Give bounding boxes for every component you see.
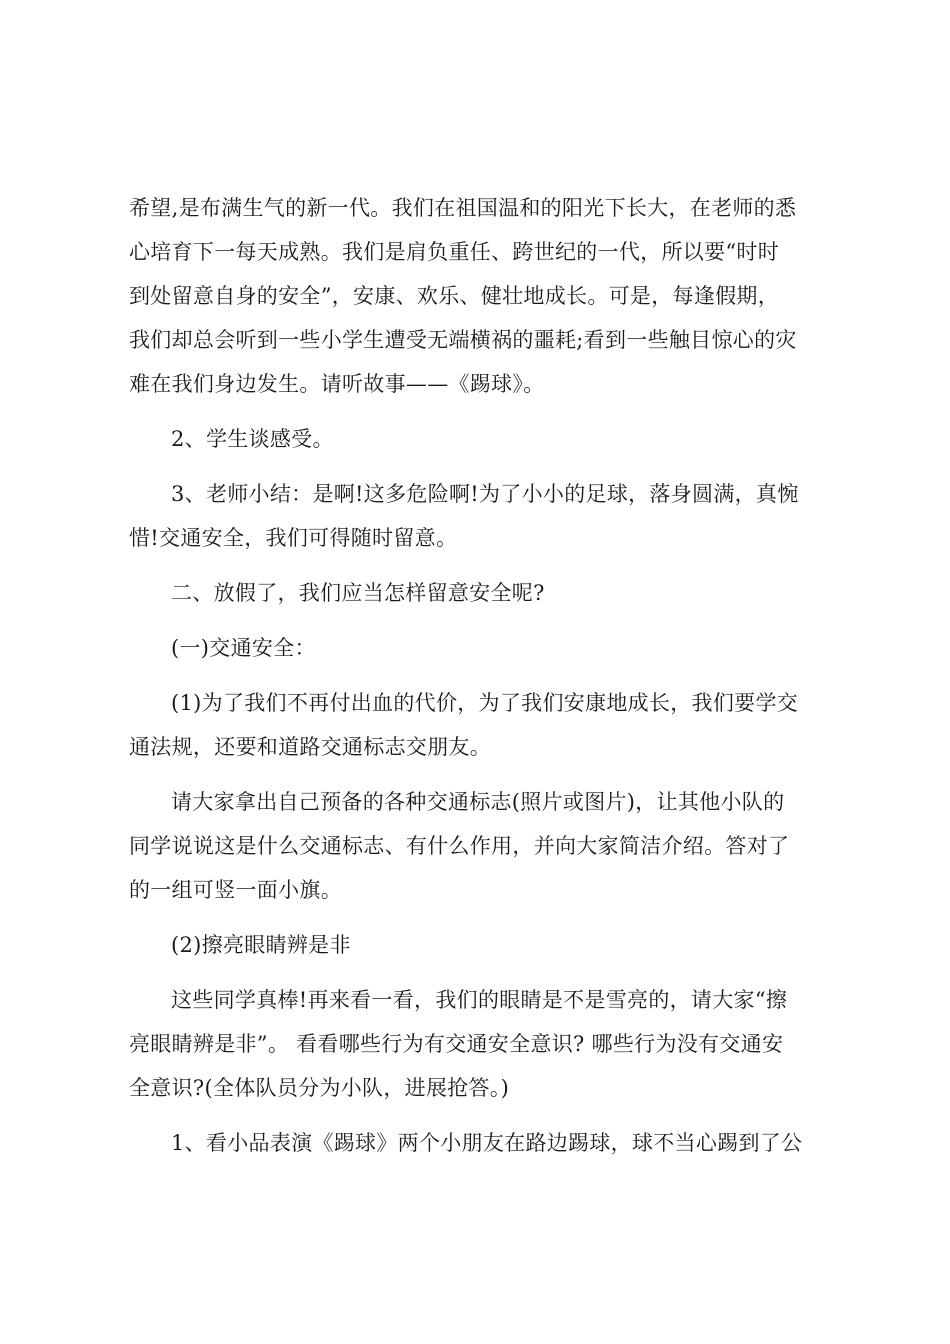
text-line: 心培育下一每天成熟。我们是肩负重任、跨世纪的一代，所以要“时时 (129, 240, 780, 264)
text-line: 到处留意自身的安全”，安康、欢乐、健壮地成长。可是，每逢假期， (129, 284, 780, 308)
text-line: 难在我们身边发生。请听故事——《踢球》。 (129, 372, 545, 396)
paragraph-teacher-summary: 3、老师小结：是啊!这多危险啊!为了小小的足球，落身圆满，真惋 (171, 482, 799, 506)
text-line: 通法规，还要和道路交通标志交朋友。 (129, 735, 492, 759)
text-line: 我们却总会听到一些小学生遭受无端横祸的噩耗;看到一些触目惊心的灾 (129, 328, 797, 352)
subsection-heading-traffic: (一)交通安全： (171, 636, 316, 660)
paragraph-student-feelings: 2、学生谈感受。 (171, 427, 334, 451)
paragraph-traffic-rules: (1)为了我们不再付出血的代价，为了我们安康地成长，我们要学交 (171, 691, 799, 715)
text-line: 的一组可竖一面小旗。 (129, 878, 342, 902)
paragraph-discern: 这些同学真棒!再来看一看，我们的眼睛是不是雪亮的，请大家“擦 (171, 988, 788, 1012)
text-line: 同学说说这是什么交通标志、有什么作用，并向大家简洁介绍。答对了 (129, 834, 790, 858)
document-body (129, 186, 831, 1165)
text-line: 惜!交通安全，我们可得随时留意。 (129, 526, 458, 550)
paragraph-skit: 1、看小品表演《踢球》两个小朋友在路边踢球，球不当心踢到了公 (171, 1131, 803, 1155)
paragraph-traffic-signs: 请大家拿出自己预备的各种交通标志(照片或图片)，让其他小队的 (171, 790, 785, 814)
text-line: 亮眼睛辨是非”。 看看哪些行为有交通安全意识? 哪些行为没有交通安 (129, 1032, 784, 1056)
text-line: 全意识?(全体队员分为小队，进展抢答。) (129, 1076, 510, 1100)
subsection-heading-discern: (2)擦亮眼睛辨是非 (171, 933, 351, 957)
section-heading-safety: 二、放假了，我们应当怎样留意安全呢? (171, 581, 545, 605)
text-line: 希望,是布满生气的新一代。我们在祖国温和的阳光下长大，在老师的悉 (129, 196, 797, 220)
